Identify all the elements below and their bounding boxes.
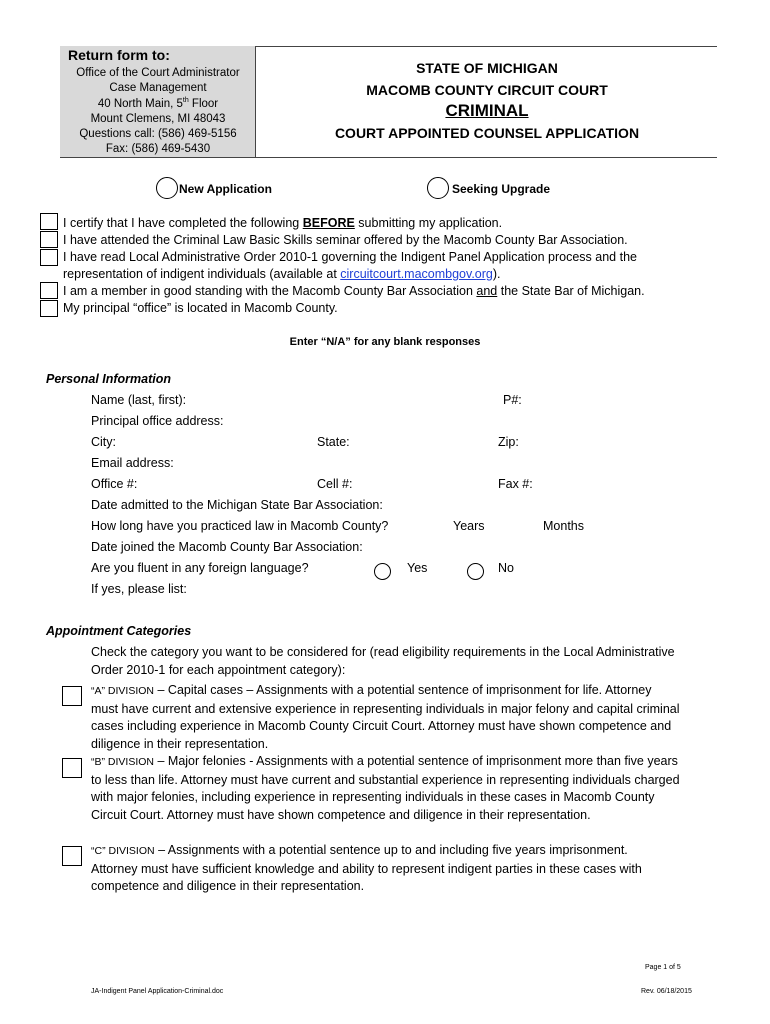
division-b-text: “B” DIVISION – Major felonies - Assignments with a potential sentence of imprisonment more than five years to less than life. Attorney must have current and substantial experience in representing individuals charged with major felonies, including experience in representing individuals in these cases in Macomb County Circuit Court. Attorney must have shown competence and diligence in their representation. bbox=[91, 754, 680, 822]
seminar-checkbox[interactable] bbox=[40, 231, 58, 248]
court-name: MACOMB COUNTY CIRCUIT COURT bbox=[366, 82, 608, 98]
fluent-yes-label: Yes bbox=[407, 561, 428, 575]
cell-label: Cell #: bbox=[317, 477, 353, 491]
page-number: Page 1 of 5 bbox=[645, 964, 681, 971]
admin-order-checkbox[interactable] bbox=[40, 249, 58, 266]
office-address-label: Principal office address: bbox=[91, 414, 224, 428]
fluent-yes-radio[interactable] bbox=[374, 563, 391, 580]
seeking-upgrade-radio[interactable] bbox=[427, 177, 449, 199]
name-label: Name (last, first): bbox=[91, 393, 187, 407]
practice-length-label: How long have you practiced law in Macomb County? bbox=[91, 519, 389, 533]
appointment-heading: Appointment Categories bbox=[46, 624, 192, 638]
email-label: Email address: bbox=[91, 456, 174, 470]
state-name: STATE OF MICHIGAN bbox=[416, 60, 558, 76]
division-c-checkbox[interactable] bbox=[62, 846, 82, 866]
return-street: 40 North Main, 5th Floor bbox=[97, 97, 219, 110]
return-dept: Case Management bbox=[109, 82, 207, 94]
city-label: City: bbox=[91, 435, 116, 449]
seminar-text: I have attended the Criminal Law Basic Skills seminar offered by the Macomb County Bar Association. bbox=[63, 233, 628, 247]
header-bottom-rule bbox=[60, 157, 717, 158]
return-city: Mount Clemens, MI 48043 bbox=[90, 113, 226, 125]
appointment-intro: Check the category you want to be considered for (read eligibility requirements in the Local Administrative Order 2010-1 for each appointment category): bbox=[91, 645, 675, 677]
return-fax: Fax: (586) 469-5430 bbox=[105, 143, 211, 155]
return-form-title: Return form to: bbox=[68, 47, 170, 63]
footer-revision: Rev. 06/18/2015 bbox=[641, 988, 692, 995]
date-joined-label: Date joined the Macomb County Bar Association: bbox=[91, 540, 363, 554]
office-phone-label: Office #: bbox=[91, 477, 138, 491]
bar-member-text: I am a member in good standing with the Macomb County Bar Association and the State Bar of Michigan. bbox=[63, 284, 645, 298]
division-a-text: “A” DIVISION – Capital cases – Assignments with a potential sentence of imprisonment for life. Attorney must have current and extensive experience in representing individuals in major felony and capital criminal cases including experience in Macomb County Circuit Court. Attorney must have shown competence and diligence in their representation. bbox=[91, 683, 680, 751]
years-label: Years bbox=[453, 519, 485, 533]
form-title: COURT APPOINTED COUNSEL APPLICATION bbox=[334, 125, 640, 141]
principal-office-checkbox[interactable] bbox=[40, 300, 58, 317]
p-number-label: P#: bbox=[503, 393, 522, 407]
seeking-upgrade-label: Seeking Upgrade bbox=[452, 182, 551, 196]
principal-office-text: My principal “office” is located in Macomb County. bbox=[63, 301, 338, 315]
fluent-no-label: No bbox=[498, 561, 514, 575]
return-phone: Questions call: (586) 469-5156 bbox=[79, 128, 237, 140]
division-c-text: “C” DIVISION – Assignments with a potential sentence up to and including five years imprisonment. Attorney must have sufficient knowledge and ability to represent indigent parties in these cases with competence and diligence in their representation. bbox=[91, 843, 642, 894]
new-application-radio[interactable] bbox=[156, 177, 178, 199]
division-title: CRIMINAL bbox=[445, 101, 529, 120]
certify-before-text: I certify that I have completed the following BEFORE submitting my application. bbox=[63, 216, 503, 230]
bar-member-checkbox[interactable] bbox=[40, 282, 58, 299]
fax-label: Fax #: bbox=[498, 477, 533, 491]
admin-order-text-line2: representation of indigent individuals (available at circuitcourt.macombgov.org). bbox=[63, 267, 501, 281]
state-label: State: bbox=[317, 435, 350, 449]
fluent-no-radio[interactable] bbox=[467, 563, 484, 580]
footer-filename: JA-Indigent Panel Application-Criminal.doc bbox=[91, 988, 224, 995]
languages-label: If yes, please list: bbox=[91, 582, 187, 596]
certify-before-checkbox[interactable] bbox=[40, 213, 58, 230]
personal-info-heading: Personal Information bbox=[46, 372, 172, 386]
new-application-label: New Application bbox=[179, 182, 272, 196]
fluent-question: Are you fluent in any foreign language? bbox=[91, 561, 309, 575]
na-instruction: Enter “N/A” for any blank responses bbox=[289, 336, 481, 348]
return-form-box bbox=[60, 46, 256, 157]
division-b-checkbox[interactable] bbox=[62, 758, 82, 778]
date-admitted-label: Date admitted to the Michigan State Bar Association: bbox=[91, 498, 383, 512]
zip-label: Zip: bbox=[498, 435, 519, 449]
months-label: Months bbox=[543, 519, 584, 533]
return-office: Office of the Court Administrator bbox=[76, 67, 240, 79]
circuitcourt-link[interactable]: circuitcourt.macombgov.org bbox=[340, 267, 493, 281]
admin-order-text-line1: I have read Local Administrative Order 2010-1 governing the Indigent Panel Application process and the bbox=[63, 250, 637, 264]
division-a-checkbox[interactable] bbox=[62, 686, 82, 706]
